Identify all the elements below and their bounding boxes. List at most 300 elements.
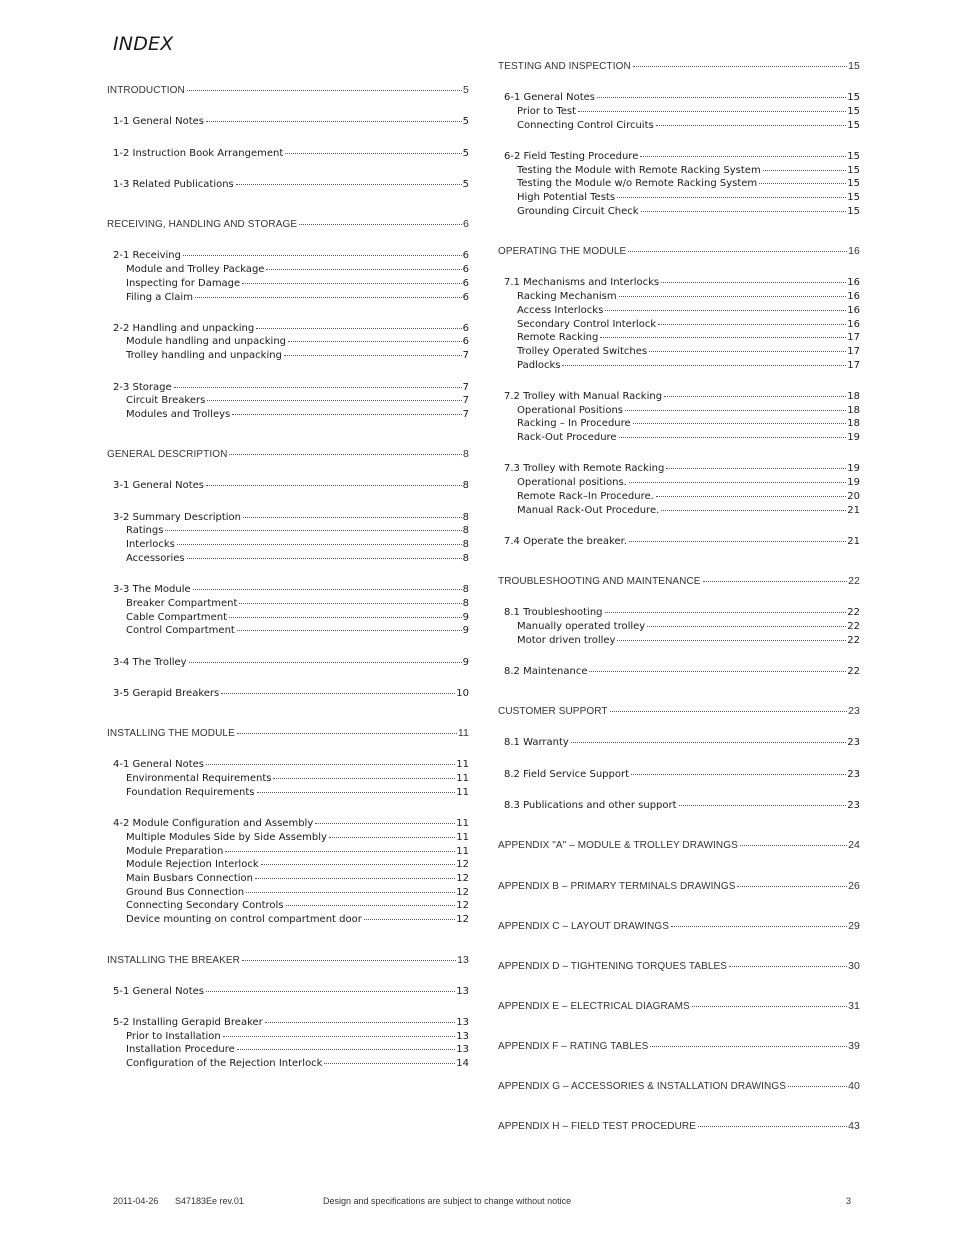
toc-entry-title: 7.1 Mechanisms and Interlocks [504, 277, 660, 288]
toc-entry-page: 8 [463, 448, 469, 460]
toc-entry-title: Manual Rack-Out Procedure. [517, 505, 660, 516]
toc-entry-title: TESTING AND INSPECTION [498, 61, 631, 72]
toc-entry-page: 26 [848, 880, 860, 892]
toc-entry [107, 786, 469, 799]
toc-entry-page: 12 [456, 900, 469, 911]
dot-leader [641, 211, 847, 212]
toc-entry [498, 476, 860, 489]
toc-entry-page: 5 [462, 179, 469, 190]
toc-entry-page: 13 [456, 986, 469, 997]
toc-entry-title: 8.2 Field Service Support [504, 769, 630, 780]
toc-entry-page: 19 [847, 463, 860, 474]
toc-entry [107, 985, 469, 998]
toc-entry-title: 8.2 Maintenance [504, 666, 588, 677]
footer-doc-id: S47183Ee rev.01 [175, 1196, 244, 1206]
toc-entry-title: Modules and Trolleys [126, 409, 231, 420]
dot-leader [640, 156, 846, 157]
toc-entry-title: 7.2 Trolley with Manual Racking [504, 391, 663, 402]
dot-leader [617, 640, 846, 641]
dot-leader [285, 153, 461, 154]
toc-entry-page: 23 [847, 800, 860, 811]
dot-leader [619, 437, 847, 438]
toc-entry-title: 2-2 Handling and unpacking [113, 323, 255, 334]
toc-entry [498, 417, 860, 430]
toc-entry-title: Access Interlocks [517, 305, 604, 316]
dot-leader [324, 1063, 455, 1064]
toc-entry [498, 1000, 860, 1013]
dot-leader [656, 125, 847, 126]
toc-entry-title: TROUBLESHOOTING AND MAINTENANCE [498, 576, 701, 587]
dot-leader [633, 66, 847, 67]
toc-entry-page: 5 [462, 148, 469, 159]
toc-entry [498, 304, 860, 317]
toc-entry-page: 11 [456, 759, 469, 770]
toc-entry-page: 15 [847, 165, 860, 176]
toc-entry-title: Accessories [126, 553, 185, 564]
toc-entry-page: 20 [847, 491, 860, 502]
toc-entry [107, 583, 469, 596]
toc-entry [107, 1016, 469, 1029]
dot-leader [631, 774, 846, 775]
toc-entry-page: 40 [848, 1080, 860, 1092]
toc-entry-title: 2-3 Storage [113, 382, 172, 393]
dot-leader [237, 1049, 455, 1050]
toc-entry-page: 43 [848, 1120, 860, 1132]
toc-entry-page: 22 [847, 666, 860, 677]
toc-entry-title: Testing the Module w/o Remote Racking System [517, 178, 758, 189]
dot-leader [628, 251, 847, 252]
toc-entry [498, 880, 860, 893]
toc-entry [498, 150, 860, 163]
footer-date: 2011-04-26 [113, 1196, 159, 1206]
toc-entry-page: 23 [847, 737, 860, 748]
toc-entry-page: 15 [847, 192, 860, 203]
toc-entry-page: 24 [848, 839, 860, 851]
toc-entry [107, 552, 469, 565]
toc-entry-page: 12 [456, 859, 469, 870]
dot-leader [661, 510, 846, 511]
toc-entry-title: GENERAL DESCRIPTION [107, 449, 228, 460]
toc-entry-title: APPENDIX C – LAYOUT DRAWINGS [498, 921, 669, 932]
toc-entry [498, 768, 860, 781]
toc-entry-title: INSTALLING THE BREAKER [107, 955, 240, 966]
toc-entry-title: Interlocks [126, 539, 175, 550]
toc-entry-title: 8.1 Warranty [504, 737, 569, 748]
toc-entry [498, 535, 860, 548]
toc-entry-title: APPENDIX G – ACCESSORIES & INSTALLATION DRAWINGS [498, 1081, 787, 1092]
toc-entry-title: APPENDIX B – PRIMARY TERMINALS DRAWINGS [498, 881, 736, 892]
toc-entry-page: 11 [456, 846, 469, 857]
dot-leader [788, 1086, 847, 1087]
toc-entry [107, 845, 469, 858]
dot-leader [284, 355, 462, 356]
toc-entry [107, 817, 469, 830]
toc-entry-page: 13 [456, 1017, 469, 1028]
toc-entry-title: Racking – In Procedure [517, 418, 631, 429]
toc-entry-title: Foundation Requirements [126, 787, 255, 798]
toc-entry [107, 954, 469, 967]
toc-entry-page: 15 [847, 120, 860, 131]
toc-entry [107, 263, 469, 276]
toc-entry [498, 634, 860, 647]
toc-entry [107, 524, 469, 537]
toc-entry-title: APPENDIX E – ELECTRICAL DIAGRAMS [498, 1001, 690, 1012]
toc-entry [498, 318, 860, 331]
toc-entry [107, 1057, 469, 1070]
toc-entry-title: 2-1 Receiving [113, 250, 181, 261]
dot-leader [206, 485, 462, 486]
dot-leader [236, 184, 462, 185]
toc-entry-title: Testing the Module with Remote Racking System [517, 165, 761, 176]
toc-entry-title: Secondary Control Interlock [517, 319, 657, 330]
toc-entry-title: Ratings [126, 525, 164, 536]
toc-entry [498, 91, 860, 104]
dot-leader [187, 558, 462, 559]
toc-entry-title: Remote Rack–In Procedure. [517, 491, 654, 502]
dot-leader [256, 328, 461, 329]
dot-leader [629, 541, 846, 542]
toc-entry-title: APPENDIX "A" – MODULE & TROLLEY DRAWINGS [498, 840, 738, 851]
toc-entry-title: 1-2 Instruction Book Arrangement [113, 148, 284, 159]
dot-leader [647, 626, 846, 627]
toc-entry [107, 291, 469, 304]
toc-entry-page: 30 [848, 960, 860, 972]
toc-entry-page: 15 [848, 60, 860, 72]
toc-entry-page: 12 [456, 914, 469, 925]
dot-leader [589, 671, 846, 672]
toc-entry [498, 1120, 860, 1133]
toc-entry [107, 479, 469, 492]
toc-entry [107, 178, 469, 191]
dot-leader [189, 662, 462, 663]
toc-entry [498, 119, 860, 132]
toc-entry-page: 5 [462, 116, 469, 127]
dot-leader [656, 496, 846, 497]
toc-entry-title: 1-3 Related Publications [113, 179, 234, 190]
toc-entry-page: 16 [847, 277, 860, 288]
dot-leader [207, 400, 461, 401]
toc-entry-page: 6 [463, 218, 469, 230]
page-title: INDEX [113, 33, 174, 55]
toc-entry [107, 656, 469, 669]
toc-entry [498, 60, 860, 73]
toc-entry-page: 6 [462, 264, 469, 275]
dot-leader [255, 878, 455, 879]
dot-leader [265, 1022, 455, 1023]
toc-entry-page: 6 [462, 292, 469, 303]
dot-leader [288, 341, 462, 342]
dot-leader [246, 892, 455, 893]
toc-entry-page: 16 [847, 305, 860, 316]
dot-leader [187, 90, 462, 91]
toc-entry [107, 1030, 469, 1043]
toc-entry-title: Connecting Control Circuits [517, 120, 654, 131]
dot-leader [266, 269, 461, 270]
toc-entry-title: INTRODUCTION [107, 85, 185, 96]
toc-entry-page: 8 [462, 584, 469, 595]
toc-entry-title: 3-5 Gerapid Breakers [113, 688, 220, 699]
toc-entry-title: INSTALLING THE MODULE [107, 728, 235, 739]
toc-entry-page: 8 [462, 480, 469, 491]
toc-entry-title: Prior to Installation [126, 1031, 221, 1042]
toc-entry [498, 331, 860, 344]
dot-leader [261, 864, 456, 865]
toc-entry [498, 276, 860, 289]
toc-entry-page: 8 [462, 539, 469, 550]
toc-entry-page: 16 [847, 291, 860, 302]
toc-entry-page: 21 [847, 536, 860, 547]
toc-entry-page: 19 [847, 432, 860, 443]
toc-entry-title: Inspecting for Damage [126, 278, 241, 289]
toc-entry [498, 177, 860, 190]
toc-entry-page: 18 [847, 391, 860, 402]
dot-leader [315, 823, 455, 824]
toc-entry-title: Environmental Requirements [126, 773, 272, 784]
toc-entry-page: 15 [847, 106, 860, 117]
toc-entry-page: 14 [456, 1058, 469, 1069]
dot-leader [273, 778, 455, 779]
toc-entry-title: Multiple Modules Side by Side Assembly [126, 832, 327, 843]
toc-entry-title: 5-1 General Notes [113, 986, 204, 997]
toc-entry [498, 665, 860, 678]
toc-entry-title: CUSTOMER SUPPORT [498, 706, 608, 717]
toc-entry [498, 245, 860, 258]
toc-entry-title: 3-2 Summary Description [113, 512, 241, 523]
toc-entry [498, 359, 860, 372]
dot-leader [242, 960, 456, 961]
toc-entry [107, 511, 469, 524]
toc-entry-title: Rack-Out Procedure [517, 432, 617, 443]
toc-entry-page: 13 [456, 1044, 469, 1055]
toc-entry [107, 249, 469, 262]
toc-entry-page: 9 [462, 657, 469, 668]
dot-leader [763, 170, 847, 171]
toc-entry [498, 105, 860, 118]
toc-entry-page: 8 [462, 553, 469, 564]
toc-entry-page: 17 [847, 346, 860, 357]
dot-leader [232, 414, 461, 415]
toc-entry-page: 10 [456, 688, 469, 699]
toc-entry [498, 462, 860, 475]
toc-entry [498, 705, 860, 718]
toc-entry-title: Racking Mechanism [517, 291, 617, 302]
toc-entry-page: 6 [462, 323, 469, 334]
toc-entry-title: Module Preparation [126, 846, 224, 857]
toc-entry-title: Operational positions. [517, 477, 627, 488]
dot-leader [671, 926, 847, 927]
toc-entry [107, 687, 469, 700]
toc-entry-page: 22 [847, 635, 860, 646]
toc-entry [498, 960, 860, 973]
dot-leader [664, 396, 846, 397]
toc-entry-page: 11 [457, 727, 469, 739]
dot-leader [237, 630, 462, 631]
dot-leader [221, 693, 455, 694]
toc-entry [107, 831, 469, 844]
toc-entry-title: Cable Compartment [126, 612, 228, 623]
toc-entry-title: Trolley Operated Switches [517, 346, 648, 357]
toc-entry-title: Circuit Breakers [126, 395, 206, 406]
dot-leader [600, 337, 846, 338]
dot-leader [740, 845, 847, 846]
toc-entry-title: Configuration of the Rejection Interlock [126, 1058, 323, 1069]
toc-entry-title: Padlocks [517, 360, 561, 371]
dot-leader [183, 255, 462, 256]
toc-entry-title: 7.3 Trolley with Remote Racking [504, 463, 665, 474]
dot-leader [257, 792, 456, 793]
toc-entry [107, 335, 469, 348]
toc-entry-page: 12 [456, 873, 469, 884]
toc-entry [498, 920, 860, 933]
toc-entry [107, 277, 469, 290]
toc-entry-page: 8 [462, 512, 469, 523]
toc-entry-page: 15 [847, 92, 860, 103]
toc-entry-page: 8 [462, 598, 469, 609]
toc-entry-title: APPENDIX D – TIGHTENING TORQUES TABLES [498, 961, 728, 972]
toc-entry [498, 431, 860, 444]
toc-entry [498, 839, 860, 852]
toc-entry [498, 290, 860, 303]
toc-entry [498, 164, 860, 177]
toc-entry [498, 799, 860, 812]
toc-entry [107, 899, 469, 912]
toc-entry [498, 404, 860, 417]
dot-leader [286, 905, 456, 906]
dot-leader [242, 283, 461, 284]
toc-entry-page: 19 [847, 477, 860, 488]
toc-entry [498, 736, 860, 749]
dot-leader [650, 1046, 847, 1047]
toc-entry-page: 16 [847, 319, 860, 330]
toc-entry-title: Connecting Secondary Controls [126, 900, 284, 911]
dot-leader [206, 764, 455, 765]
toc-entry-title: Manually operated trolley [517, 621, 646, 632]
toc-entry [498, 504, 860, 517]
toc-entry-page: 6 [462, 250, 469, 261]
toc-entry-title: 8.1 Troubleshooting [504, 607, 603, 618]
toc-entry-page: 39 [848, 1040, 860, 1052]
toc-entry [498, 620, 860, 633]
dot-leader [225, 851, 455, 852]
toc-entry-title: APPENDIX H – FIELD TEST PROCEDURE [498, 1121, 696, 1132]
toc-entry-page: 11 [456, 818, 469, 829]
dot-leader [666, 468, 846, 469]
toc-entry-page: 29 [848, 920, 860, 932]
toc-entry [107, 727, 469, 740]
toc-entry-title: OPERATING THE MODULE [498, 246, 627, 257]
toc-entry-title: Breaker Compartment [126, 598, 238, 609]
toc-entry-title: Module and Trolley Package [126, 264, 265, 275]
toc-entry [498, 575, 860, 588]
toc-entry-page: 13 [456, 1031, 469, 1042]
toc-entry-page: 11 [456, 787, 469, 798]
toc-entry-title: Filing a Claim [126, 292, 193, 303]
dot-leader [195, 297, 462, 298]
toc-entry [107, 349, 469, 362]
toc-entry-title: Grounding Circuit Check [517, 206, 639, 217]
dot-leader [610, 711, 848, 712]
toc-entry-page: 6 [462, 278, 469, 289]
toc-entry [107, 115, 469, 128]
dot-leader [692, 1006, 847, 1007]
toc-entry-page: 15 [847, 206, 860, 217]
dot-leader [562, 365, 846, 366]
dot-leader [364, 919, 455, 920]
toc-entry-page: 6 [462, 336, 469, 347]
dot-leader [243, 517, 462, 518]
toc-entry-title: 6-2 Field Testing Procedure [504, 151, 639, 162]
toc-entry-page: 21 [847, 505, 860, 516]
toc-entry-title: Motor driven trolley [517, 635, 616, 646]
toc-entry-page: 18 [847, 418, 860, 429]
dot-leader [229, 617, 462, 618]
toc-entry-title: 3-4 The Trolley [113, 657, 187, 668]
dot-leader [237, 733, 457, 734]
toc-entry [107, 758, 469, 771]
toc-entry [107, 408, 469, 421]
toc-entry [498, 1080, 860, 1093]
dot-leader [597, 97, 846, 98]
toc-entry [498, 606, 860, 619]
toc-entry-title: 7.4 Operate the breaker. [504, 536, 628, 547]
toc-entry-title: High Potential Tests [517, 192, 616, 203]
dot-leader [661, 282, 846, 283]
toc-entry [498, 1040, 860, 1053]
toc-entry-title: Trolley handling and unpacking [126, 350, 282, 361]
toc-entry [107, 538, 469, 551]
toc-entry-title: Remote Racking [517, 332, 599, 343]
dot-leader [625, 410, 846, 411]
toc-entry-page: 15 [847, 151, 860, 162]
dot-leader [698, 1126, 847, 1127]
dot-leader [649, 351, 846, 352]
toc-entry [107, 624, 469, 637]
toc-entry-page: 23 [847, 769, 860, 780]
toc-entry-page: 22 [848, 575, 860, 587]
toc-entry-page: 5 [463, 84, 469, 96]
toc-entry-title: 4-1 General Notes [113, 759, 204, 770]
toc-entry-title: Prior to Test [517, 106, 577, 117]
dot-leader [239, 603, 461, 604]
toc-entry-page: 13 [457, 954, 469, 966]
toc-entry-title: Control Compartment [126, 625, 235, 636]
toc-entry [498, 205, 860, 218]
toc-entry [107, 84, 469, 97]
dot-leader [658, 324, 846, 325]
toc-entry [107, 611, 469, 624]
toc-entry-page: 12 [456, 887, 469, 898]
dot-leader [229, 454, 462, 455]
toc-entry [498, 390, 860, 403]
toc-entry-title: Installation Procedure [126, 1044, 235, 1055]
dot-leader [679, 805, 847, 806]
toc-entry-page: 17 [847, 332, 860, 343]
toc-entry-title: 6-1 General Notes [504, 92, 595, 103]
toc-entry-page: 15 [847, 178, 860, 189]
toc-entry [498, 345, 860, 358]
toc-entry [107, 872, 469, 885]
dot-leader [223, 1036, 456, 1037]
toc-entry-page: 16 [848, 245, 860, 257]
toc-entry-page: 7 [462, 409, 469, 420]
toc-entry [498, 490, 860, 503]
dot-leader [619, 296, 847, 297]
toc-entry-title: 3-3 The Module [113, 584, 191, 595]
toc-entry-page: 17 [847, 360, 860, 371]
toc-entry-page: 7 [462, 395, 469, 406]
toc-entry-title: 5-2 Installing Gerapid Breaker [113, 1017, 263, 1028]
dot-leader [605, 310, 846, 311]
